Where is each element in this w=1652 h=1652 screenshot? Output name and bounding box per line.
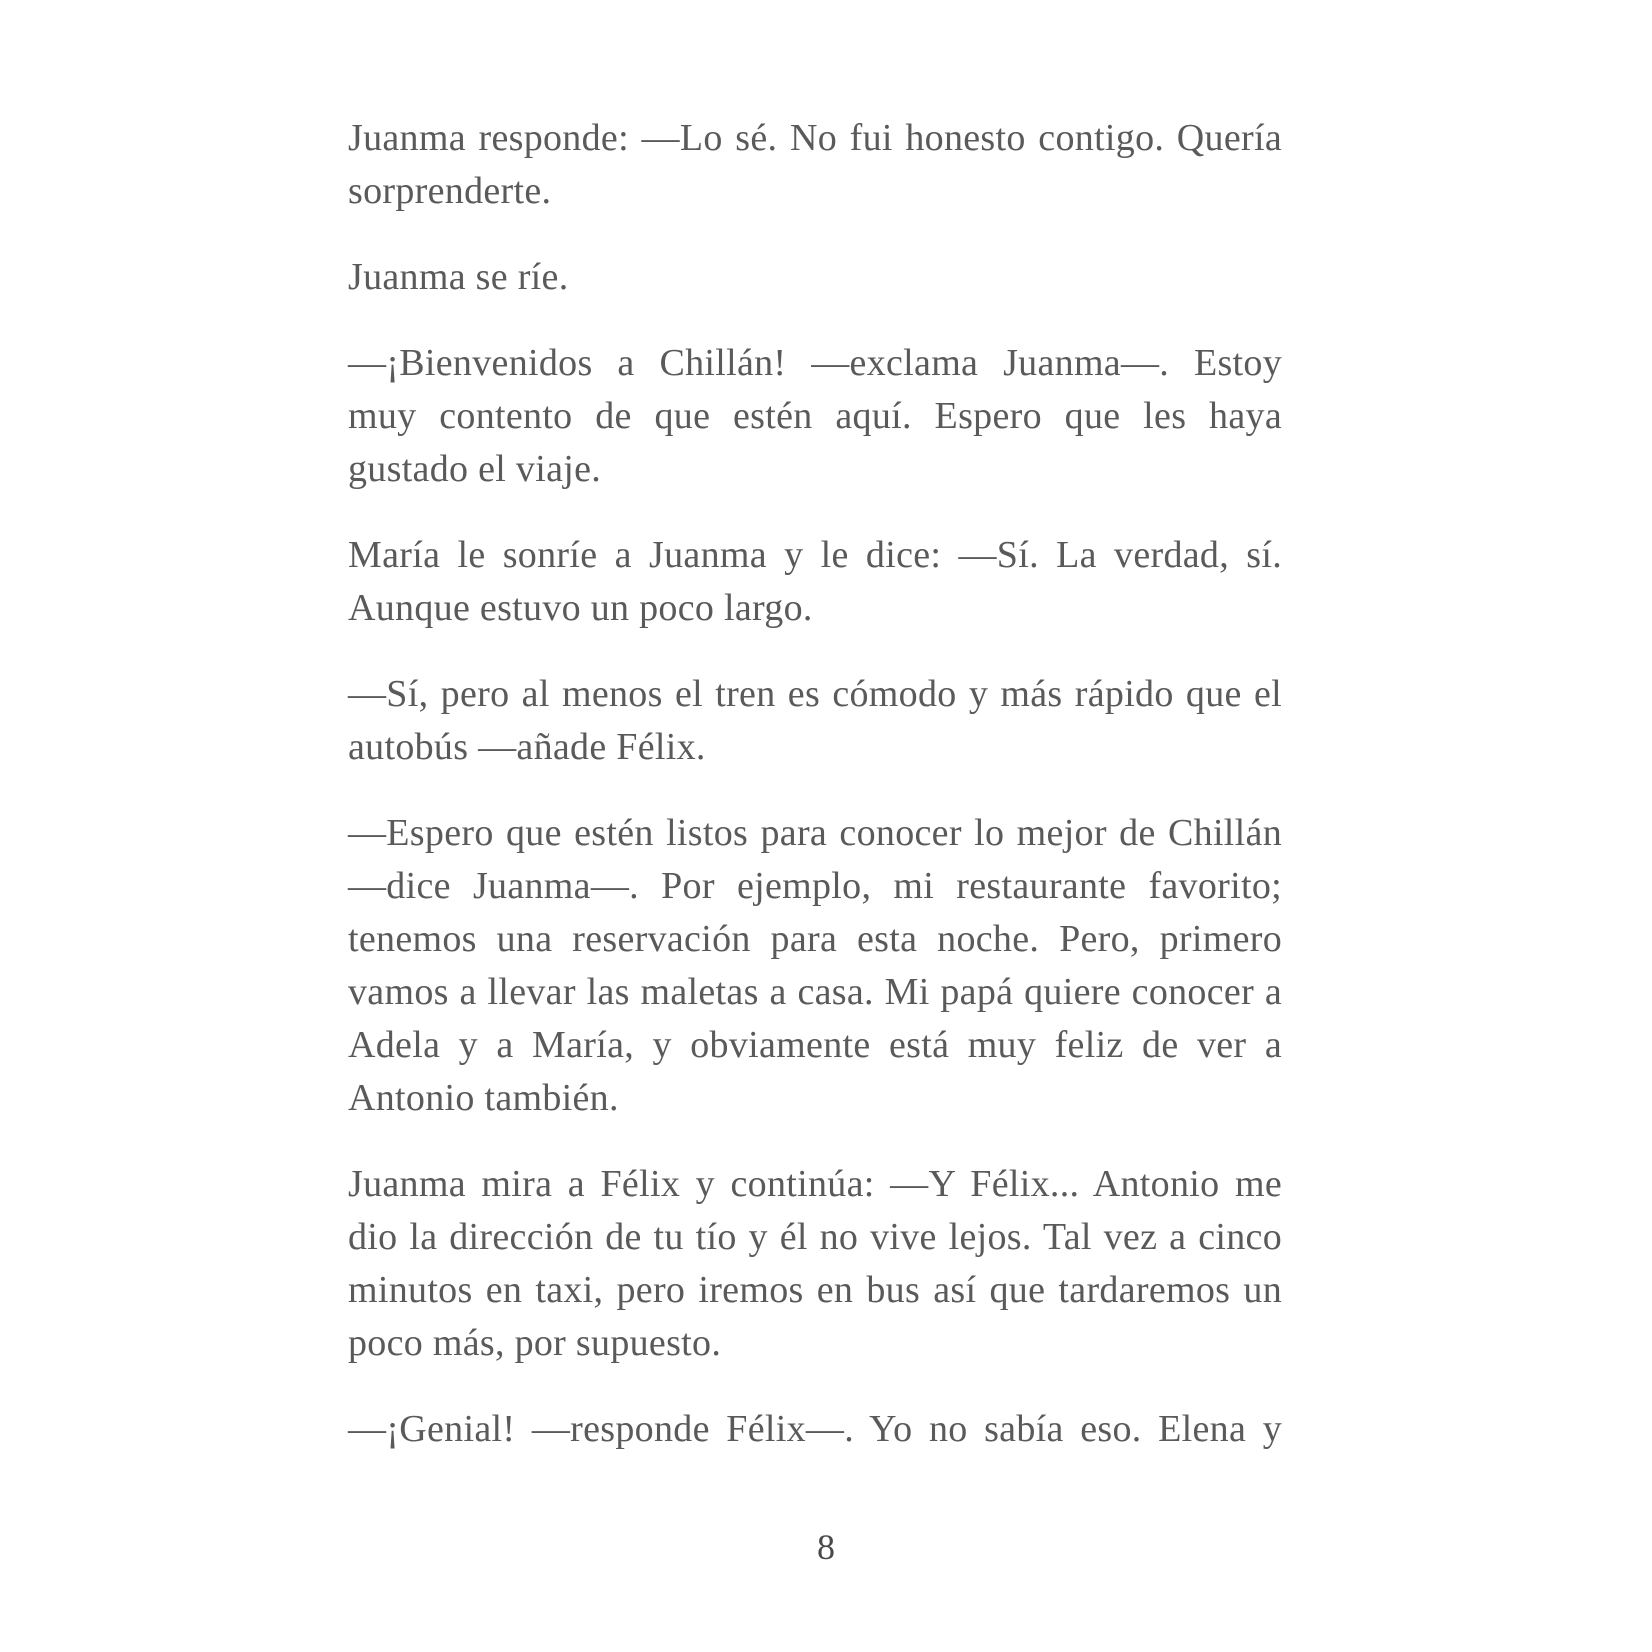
paragraph: Juanma mira a Félix y continúa: —Y Félix... Antonio me dio la dirección de tu tío y él no vive lejos. Tal vez a cinco minutos en taxi, pero iremos en bus así que tardaremos un poco más, por supuesto. xyxy=(348,1163,1282,1364)
body-text xyxy=(348,112,1282,1456)
paragraph: Juanma se ríe. xyxy=(348,256,569,298)
paragraph: —Espero que estén listos para conocer lo mejor de Chillán —dice Juanma—. Por ejemplo, mi restaurante favorito; tenemos una reservación para esta noche. Pero, primero vamos a llevar las maletas a casa. Mi papá quiere conocer a Adela y a María, y obviamente está muy feliz de ver a Antonio también. xyxy=(348,812,1282,1119)
page-number: 8 xyxy=(817,1527,835,1567)
paragraph: María le sonríe a Juanma y le dice: —Sí. La verdad, sí. Aunque estuvo un poco largo. xyxy=(348,534,1282,629)
paragraph: —¡Bienvenidos a Chillán! —exclama Juanma—. Estoy muy contento de que estén aquí. Espero que les haya gustado el viaje. xyxy=(348,342,1282,490)
paragraph: Juanma responde: —Lo sé. No fui honesto contigo. Quería sorprenderte. xyxy=(348,117,1282,212)
paragraph: —Sí, pero al menos el tren es cómodo y más rápido que el autobús —añade Félix. xyxy=(348,673,1282,768)
paragraph-continued: —¡Genial! —responde Félix—. Yo no sabía eso. Elena y xyxy=(348,1408,1282,1450)
